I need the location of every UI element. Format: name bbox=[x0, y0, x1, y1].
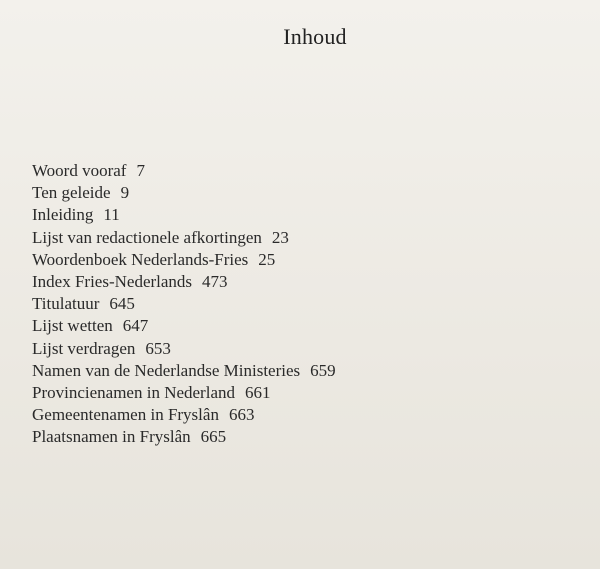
toc-entry bbox=[32, 271, 336, 293]
toc-entry-label: Woord vooraf bbox=[32, 161, 127, 180]
toc-entry-label: Gemeentenamen in Fryslân bbox=[32, 405, 219, 425]
toc-entry-page: 23 bbox=[271, 227, 289, 247]
toc-entry bbox=[32, 204, 336, 226]
toc-entry bbox=[32, 404, 336, 426]
toc-entry-page: 7 bbox=[136, 161, 145, 180]
toc-entry-page: 663 bbox=[228, 405, 255, 425]
toc-entry-page: 653 bbox=[145, 338, 171, 358]
toc-entry bbox=[32, 160, 336, 182]
page-title: Inhoud bbox=[283, 24, 347, 49]
toc-entry-label: Ten geleide bbox=[32, 183, 111, 203]
toc-entry-page: 647 bbox=[122, 316, 149, 336]
toc-entry bbox=[32, 227, 336, 249]
toc-entry-page: 25 bbox=[258, 249, 276, 269]
toc-entry-label: Lijst verdragen bbox=[32, 338, 136, 358]
toc-entry-label: Inleiding bbox=[32, 205, 94, 225]
toc-entry-label: Plaatsnamen in Fryslân bbox=[32, 427, 191, 447]
toc-entry-label: Index Fries-Nederlands bbox=[32, 271, 193, 291]
toc-entry bbox=[32, 360, 336, 382]
toc-entry bbox=[32, 249, 336, 271]
toc-entry-page: 665 bbox=[200, 427, 227, 447]
toc-entry bbox=[32, 426, 336, 448]
toc-entry-label: Lijst van redactionele afkortingen bbox=[32, 227, 262, 247]
toc-entry-label: Woordenboek Nederlands-Fries bbox=[32, 249, 249, 269]
toc-entry-page: 9 bbox=[120, 183, 130, 203]
toc-entry-page: 659 bbox=[310, 360, 336, 380]
toc-entry-page: 473 bbox=[202, 271, 228, 291]
toc-entry-label: Provincienamen in Nederland bbox=[32, 382, 235, 402]
toc-entry-page: 11 bbox=[103, 205, 120, 225]
toc-entry bbox=[32, 182, 336, 204]
toc-entry bbox=[32, 338, 336, 360]
toc-entry-label: Lijst wetten bbox=[32, 316, 113, 336]
toc-entry-page: 661 bbox=[245, 382, 271, 402]
toc-entry bbox=[32, 315, 336, 337]
table-of-contents bbox=[32, 160, 336, 448]
toc-entry-label: Titulatuur bbox=[32, 294, 100, 314]
toc-entry-page: 645 bbox=[109, 294, 135, 314]
toc-entry bbox=[32, 382, 336, 404]
toc-entry bbox=[32, 293, 336, 315]
toc-entry-label: Namen van de Nederlandse Ministeries bbox=[32, 360, 301, 380]
